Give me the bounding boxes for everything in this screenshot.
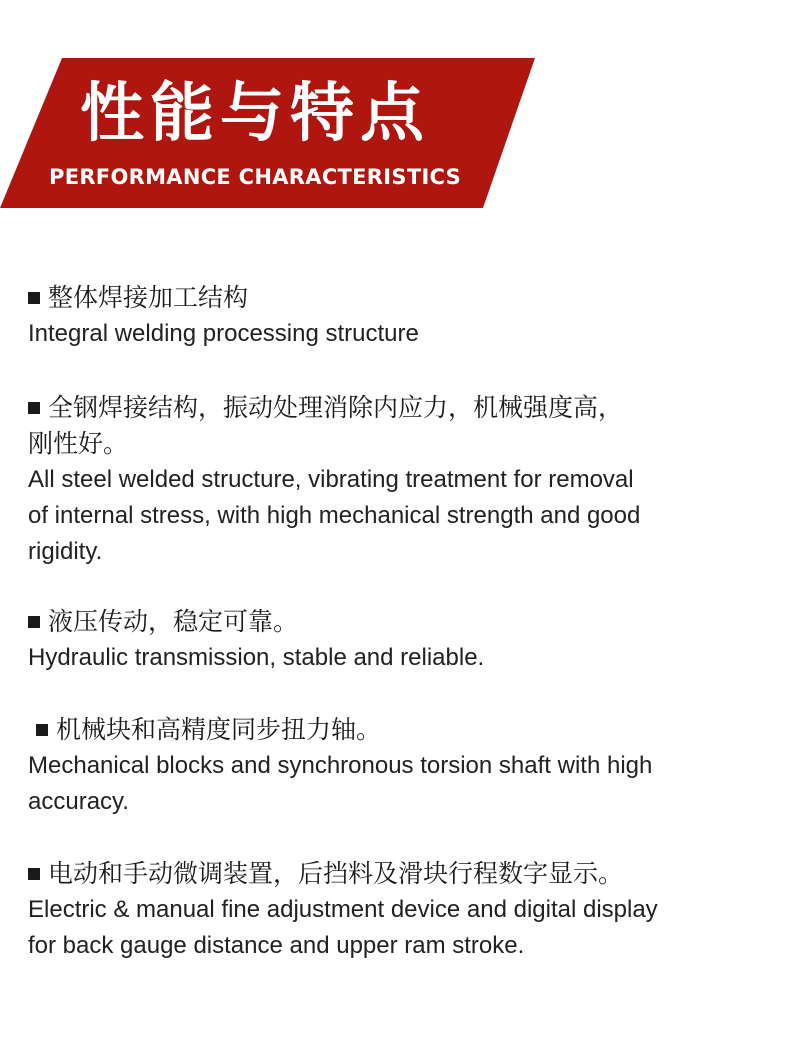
feature-en-line: Integral welding processing structure: [28, 320, 419, 347]
header-banner: [0, 58, 535, 208]
feature-en-line: Electric & manual fine adjustment device and digital display: [28, 896, 658, 923]
square-bullet-icon: [28, 616, 40, 628]
square-bullet-icon: [36, 724, 48, 736]
feature-zh-line: 刚性好。: [28, 429, 129, 458]
feature-zh: [28, 604, 778, 640]
feature-en-line: of internal stress, with high mechanical strength and good: [28, 502, 641, 529]
feature-zh-line: 全钢焊接结构，振动处理消除内应力，机械强度高，: [28, 390, 778, 426]
feature-zh-line: 电动和手动微调装置，后挡料及滑块行程数字显示。: [28, 856, 778, 892]
feature-en: [28, 462, 778, 570]
feature-en-line: All steel welded structure, vibrating treatment for removal: [28, 466, 634, 493]
square-bullet-icon: [28, 292, 40, 304]
feature-en: [28, 316, 778, 352]
square-bullet-icon: [28, 402, 40, 414]
feature-item: [28, 712, 778, 820]
feature-en-line: Mechanical blocks and synchronous torsion shaft with high: [28, 752, 653, 779]
feature-zh-line: 整体焊接加工结构: [28, 280, 778, 316]
feature-en: [28, 748, 778, 820]
feature-en-line: for back gauge distance and upper ram stroke.: [28, 932, 525, 959]
feature-item: [28, 390, 778, 570]
feature-zh: [28, 712, 778, 748]
feature-en: [28, 892, 778, 964]
page-title: 性能与特点: [80, 77, 430, 151]
page-subtitle: PERFORMANCE CHARACTERISTICS: [49, 165, 462, 189]
feature-zh: [28, 390, 778, 462]
feature-item: [28, 280, 778, 352]
feature-item: [28, 604, 778, 676]
feature-zh: [28, 856, 778, 892]
square-bullet-icon: [28, 868, 40, 880]
feature-en-line: accuracy.: [28, 788, 129, 815]
feature-en: [28, 640, 778, 676]
feature-zh-line: 液压传动，稳定可靠。: [28, 604, 778, 640]
feature-en-line: rigidity.: [28, 538, 103, 565]
feature-zh-line: 机械块和高精度同步扭力轴。: [28, 712, 778, 748]
feature-zh: [28, 280, 778, 316]
feature-en-line: Hydraulic transmission, stable and reliable.: [28, 644, 485, 671]
feature-item: [28, 856, 778, 964]
